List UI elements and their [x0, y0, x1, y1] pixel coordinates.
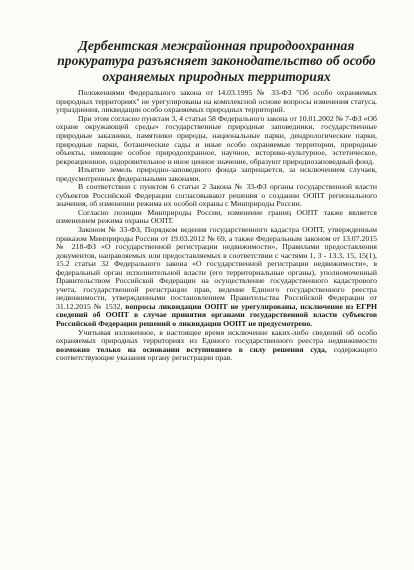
- document-body: [56, 89, 377, 363]
- text-run: При этом согласно пунктам 3, 4 статьи 58 Федерального закона от 10.01.2002 № 7-ФЗ «Об охране окружающей среды» государственные природные заповедники, государственные природные заказники, памятники природы, национальные парки, дендрологические парки, природные парки, ботанические сады и иные особо охраняемые территории, природные объекты, имеющие особое природоохранное, научное, историко-культурное, эстетическое, рекреационное, оздоровительное и иное ценное значение, образуют природнозаповедный фонд.: [56, 113, 377, 166]
- paragraph: [56, 89, 377, 115]
- paragraph: [56, 115, 377, 166]
- paragraph: [56, 183, 377, 209]
- bold-text-run: вопросы ликвидации ООПТ не урегулированы, исключение из ЕГРН сведений об ООПТ в случае принятия органами государственной власти субъектов Российской Федерации решений о ликвидации ООПТ не предусмотрено.: [56, 301, 377, 328]
- paragraph: [56, 226, 377, 329]
- text-run: Изъятие земель природно-заповедного фонда запрещается, за исключением случаев, предусмотренных федеральными законами.: [56, 165, 377, 183]
- text-run: Положениями Федерального закона от 14.03.1995 № 33-ФЗ "Об особо охраняемых природных территориях" не урегулированы на комплексной основе вопросы изменения статуса, упразднения, ликвидации особо охраняемых природных территорий.: [56, 88, 377, 115]
- text-run: Согласно позиции Минприроды России, изменение границ ООПТ также является изменением режима охраны ООПТ.: [56, 207, 377, 226]
- bold-text-run: возможно только на основании вступившего в силу решения суда,: [56, 344, 327, 354]
- paragraph: [56, 209, 377, 226]
- text-run: В соответствии с пунктом 6 статьи 2 Закона № 33-ФЗ органы государственной власти субъектов Российской Федерации согласовывают решения о создании ООПТ регионального значения, об изменении режима их особой охраны с Минприроды России.: [56, 182, 377, 209]
- text-run: Учитывая изложенное, в настоящее время исключение каких-либо сведений об особо охраняемых природных территориях из Единого государственного реестра недвижимости: [56, 327, 377, 346]
- paragraph: [56, 166, 377, 183]
- text-run: Законом № 33-ФЗ, Порядком ведения государственного кадастра ООПТ, утвержденным приказом Минприроды России от 19.03.2012 № 69, а также Федеральным законом от 13.07.2015 № 218-ФЗ «О государственной регистрации недвижимости», Правилами предоставления документов, направляемых или предоставляемых в соответствии с частями 1, 3 - 13.3, 15, 15(1), 15.2 статьи 32 Федерального закона «О государственной регистрации недвижимости», в федеральный орган исполнительной власти (его территориальные органы), уполномоченный Правительством Российской Федерации на осуществление государственного кадастрового учета, государственной регистрации прав, ведение Единого государственного реестра недвижимости, утвержденными постановлением Правительства Российской Федерации от 31.12.2015 № 1532,: [56, 224, 377, 311]
- text-run: содержащего соответствующие указания органу регистрации прав.: [56, 344, 377, 363]
- paragraph: [56, 329, 377, 363]
- document-title: Дербентская межрайонная природоохранная прокуратура разъясняет законодательство об особо охраняемых природных территориях: [57, 38, 376, 84]
